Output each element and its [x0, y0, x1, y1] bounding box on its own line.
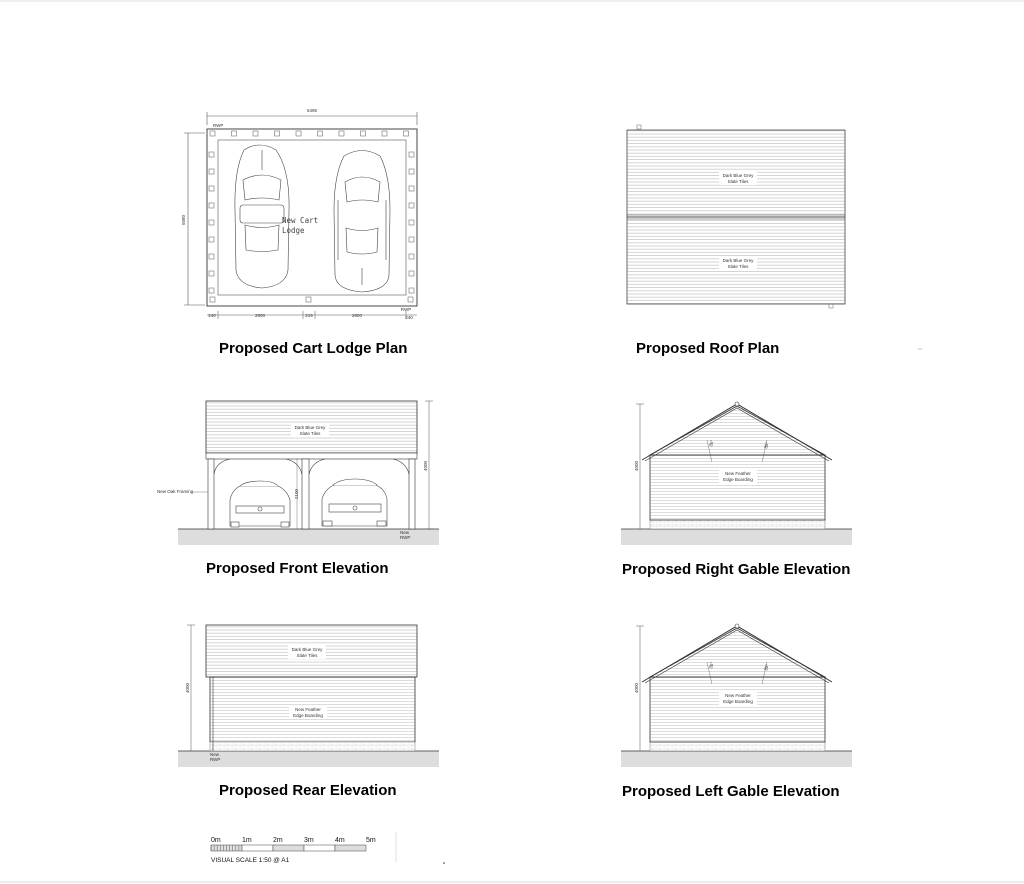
left-boarding-1: New Feather	[725, 693, 751, 698]
scale-tick-0: 0m	[211, 837, 221, 844]
scale-tick-3: 3m	[304, 837, 314, 844]
roof-upper-tiles-1: Dark Blue Grey	[722, 173, 754, 178]
left-pitch-left: 35°	[708, 661, 715, 670]
plan-post	[306, 297, 311, 302]
scale-caption: VISUAL SCALE 1:50 @ A1	[211, 857, 290, 864]
roof-lower-tiles-1: Dark Blue Grey	[722, 258, 754, 263]
dim-240-left: 240	[208, 313, 216, 318]
left-boarding-2: Edge Boarding	[723, 699, 753, 704]
scale-bar	[211, 832, 396, 864]
front-rwp-2: RWP	[400, 535, 411, 540]
rear-boarding-2: Edge Boarding	[293, 713, 323, 718]
plan-post	[409, 254, 414, 259]
scale-segment	[273, 845, 304, 851]
plan-post	[361, 131, 366, 136]
scale-segment	[304, 845, 335, 851]
scale-tick-2: 2m	[273, 837, 283, 844]
plan-post	[409, 169, 414, 174]
car-right-front	[322, 479, 387, 526]
plan-post	[210, 297, 215, 302]
rear-tiles-2: Slate Tiles	[296, 653, 318, 658]
dim-2800-right: 2800	[351, 313, 363, 318]
dim-2800-left: 2800	[254, 313, 266, 318]
plan-post	[404, 131, 409, 136]
front-opening-dim: 2100	[294, 488, 299, 500]
plan-post	[409, 220, 414, 225]
plan-post	[408, 297, 413, 302]
roof-lower-tiles-2: Slate Tiles	[727, 264, 749, 269]
front-height-dim: 4000	[423, 460, 428, 472]
roof-upper-tiles-2: Slate Tiles	[727, 179, 749, 184]
plan-post	[296, 131, 301, 136]
title-rear-elevation: Proposed Rear Elevation	[219, 782, 397, 799]
plan-post	[409, 288, 414, 293]
rear-rwp-2: RWP	[210, 757, 221, 762]
rear-elevation	[178, 625, 439, 767]
scale-segment	[242, 845, 273, 851]
plan-post	[409, 271, 414, 276]
rear-tiles-1: Dark Blue Grey	[291, 647, 323, 652]
plan-post	[409, 203, 414, 208]
scale-tick-5: 5m	[366, 837, 376, 844]
plan-post	[209, 237, 214, 242]
title-roof-plan: Proposed Roof Plan	[636, 340, 780, 357]
front-framing-label: New Oak Framing	[157, 489, 194, 494]
front-tiles-1: Dark Blue Grey	[294, 425, 326, 430]
plan-post	[409, 152, 414, 157]
title-left-gable: Proposed Left Gable Elevation	[622, 783, 840, 800]
cart-lodge-label-2: Lodge	[282, 226, 305, 235]
plan-post	[275, 131, 280, 136]
plan-post	[409, 237, 414, 242]
front-rwp-1: New	[400, 530, 410, 535]
rwp-bottom-label: RWP	[400, 307, 412, 312]
plan-post	[209, 152, 214, 157]
rwp-top-label: RWP	[213, 123, 224, 128]
plan-post	[210, 131, 215, 136]
scale-tick-1: 1m	[242, 837, 252, 844]
plan-post	[382, 131, 387, 136]
dim-240-right: 240	[405, 315, 413, 320]
plan-post	[339, 131, 344, 136]
overall-depth-dim: 5680	[181, 214, 186, 226]
front-tiles-2: Slate Tiles	[299, 431, 321, 436]
plan-post	[209, 271, 214, 276]
rear-height-dim: 4000	[185, 682, 190, 694]
right-boarding-2: Edge Boarding	[723, 477, 753, 482]
left-pitch-right: 35°	[763, 663, 770, 672]
plan-post	[318, 131, 323, 136]
roof-plan	[627, 125, 845, 308]
rear-rwp-1: New	[210, 752, 220, 757]
title-cart-lodge-plan: Proposed Cart Lodge Plan	[219, 340, 408, 357]
plan-post	[209, 220, 214, 225]
scale-segment	[335, 845, 366, 851]
title-front-elevation: Proposed Front Elevation	[206, 560, 389, 577]
rear-boarding-1: New Feather	[295, 707, 321, 712]
cart-lodge-plan	[181, 108, 417, 320]
plan-post	[209, 288, 214, 293]
overall-width-dim: 6495	[306, 108, 318, 113]
plan-post	[209, 254, 214, 259]
right-pitch-right: 35°	[763, 441, 770, 450]
right-pitch-left: 35°	[708, 439, 715, 448]
front-elevation	[157, 401, 439, 545]
cart-lodge-label-1: New Cart	[282, 216, 319, 225]
plan-post	[232, 131, 237, 136]
right-gable-elevation	[621, 402, 852, 545]
right-height-dim: 4000	[634, 460, 639, 472]
plan-post	[209, 186, 214, 191]
plan-post	[253, 131, 258, 136]
plan-post	[209, 203, 214, 208]
title-right-gable: Proposed Right Gable Elevation	[622, 561, 851, 578]
left-height-dim: 4000	[634, 682, 639, 694]
car-left-front	[230, 481, 290, 527]
scale-tick-4: 4m	[335, 837, 345, 844]
dim-215: 215	[305, 313, 313, 318]
plan-post	[209, 169, 214, 174]
plan-post	[409, 186, 414, 191]
right-boarding-1: New Feather	[725, 471, 751, 476]
left-gable-elevation	[621, 624, 852, 767]
